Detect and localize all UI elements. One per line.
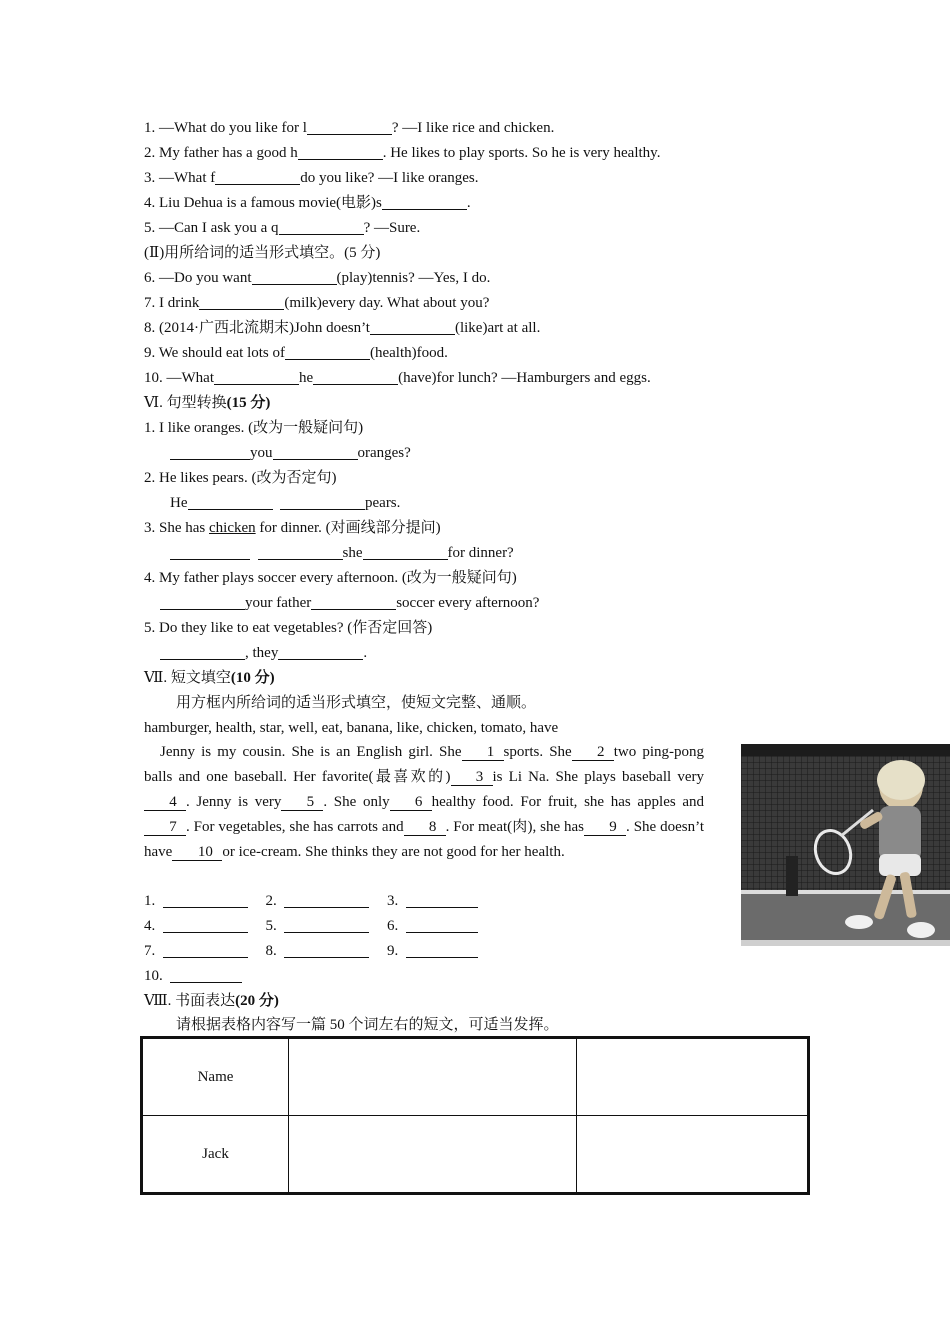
answer-blank[interactable] [313,368,398,385]
vocab-5 [144,216,420,241]
form-text: he [298,370,314,386]
trans-answer-5 [160,641,367,666]
answer-text: she [342,545,363,561]
section-7-instruction: 用方框内所给词的适当形式填空，使短文完整、通顺。 [176,695,537,711]
trans-answer-4 [160,591,539,616]
answer-blank[interactable] [215,168,300,185]
answer-blank[interactable] [163,941,248,958]
answer-label: 10. [144,968,163,984]
form-text: 8. (2014·广西北流期末)John doesn’t [144,320,370,336]
vocab-text: 4. Liu Dehua is a famous movie(电影)s [144,195,382,211]
answer-blank[interactable] [252,268,337,285]
underlined-word: chicken [209,520,256,536]
form-text: (have)for lunch? —Hamburgers and eggs. [398,370,651,386]
passage-text: sports. She [503,744,572,760]
section-title: 书面表达 [175,993,236,1009]
passage-text: two ping-pong balls and one baseball. Her favorite(最喜欢的) [144,744,704,785]
section-7-heading [144,666,275,691]
form-text: (milk)every day. What about you? [284,295,490,311]
passage-blank[interactable]: 8 [404,820,446,836]
table-cell-name: Name [142,1038,289,1116]
answer-label: 1. [144,893,156,909]
passage-text: healthy food. For fruit, she has apples and [431,794,705,810]
answer-blank[interactable] [284,916,369,933]
answer-blank[interactable] [273,443,358,460]
passage-blank[interactable]: 7 [144,820,186,836]
trans-question-3 [144,516,441,541]
answer-label: 2. [265,893,277,909]
section-8-instruction: 请根据表格内容写一篇 50 个词左右的短文，可适当发挥。 [176,1017,559,1033]
passage-blank[interactable]: 2 [572,745,614,761]
answer-blank[interactable] [311,593,396,610]
answer-blank[interactable] [382,193,467,210]
passage-text: is Li Na. She plays baseball very [492,769,704,785]
section-title: 短文填空 [170,670,231,686]
section-score: (10 [230,670,251,686]
vocab-text: . He likes to play sports. So he is very healthy. [382,145,661,161]
passage-blank[interactable]: 9 [584,820,626,836]
answer-label: 9. [387,943,399,959]
answer-label: 8. [265,943,277,959]
answer-blank[interactable] [199,293,284,310]
trans-question-5: 5. Do they like to eat vegetables? (作否定回答) [144,620,433,636]
answer-row-3 [144,939,478,964]
section-number: Ⅵ. [144,395,163,411]
section-unit: 分) [254,670,275,686]
vocab-text: ? —Sure. [363,220,421,236]
answer-blank[interactable] [298,143,383,160]
form-text: 7. I drink [144,295,200,311]
passage-blank[interactable]: 4 [144,795,186,811]
passage-text: or ice-cream. She thinks they are not good for her health. [222,844,565,860]
answer-label: 3. [387,893,399,909]
answer-text: , they [245,645,279,661]
table-row [142,1116,809,1194]
answer-blank[interactable] [406,916,478,933]
passage-blank[interactable]: 5 [281,795,323,811]
trans-question-2: 2. He likes pears. (改为否定句) [144,470,337,486]
passage-blank[interactable]: 10 [172,845,222,861]
passage-text: . She doesn’t have [144,819,704,860]
form-6 [144,266,490,291]
passage-text: Jenny is my cousin. She is an English girl. She [160,744,462,760]
passage-blank[interactable]: 1 [462,745,504,761]
answer-text: you [250,445,273,461]
answer-blank[interactable] [284,891,369,908]
answer-label: 6. [387,918,399,934]
trans-answer-2 [170,491,400,516]
form-7 [144,291,489,316]
vocab-text: 2. My father has a good h [144,145,298,161]
passage-text: . For vegetables, she has carrots and [186,819,404,835]
section-number: Ⅷ. [144,993,172,1009]
form-10 [144,366,651,391]
table-cell[interactable] [577,1038,809,1116]
table-cell[interactable] [577,1116,809,1194]
vocab-4 [144,191,471,216]
section-title: 句型转换 [166,395,227,411]
vocab-text: 3. —What f [144,170,216,186]
word-bank: hamburger, health, star, well, eat, banana, like, chicken, tomato, have [144,720,559,736]
answer-row-2 [144,914,478,939]
trans-answer-3 [170,541,514,566]
answer-text: . [363,645,368,661]
section-8-heading [144,989,279,1014]
answer-label: 5. [265,918,277,934]
answer-text: soccer every afternoon? [396,595,540,611]
trans-question-1: 1. I like oranges. (改为一般疑问句) [144,420,364,436]
form-text: 9. We should eat lots of [144,345,285,361]
answer-blank[interactable] [214,368,299,385]
answer-text: He [170,495,188,511]
answer-blank[interactable] [279,218,364,235]
tennis-illustration [741,744,950,946]
answer-blank[interactable] [363,543,448,560]
answer-blank[interactable] [160,643,245,660]
vocab-text: ? —I like rice and chicken. [391,120,555,136]
section-6-heading [144,391,270,416]
answer-blank[interactable] [280,493,365,510]
answer-blank[interactable] [406,941,478,958]
tennis-child-photo [741,744,950,946]
table-cell[interactable] [289,1116,577,1194]
trans-question-4: 4. My father plays soccer every afternoon. (改为一般疑问句) [144,570,517,586]
section-unit: 分) [250,395,271,411]
passage-text: . She only [323,794,390,810]
table-cell-jack: Jack [142,1116,289,1194]
passage [144,740,704,865]
answer-blank[interactable] [188,493,273,510]
answer-blank[interactable] [170,543,250,560]
answer-blank[interactable] [170,966,242,983]
vocab-text: 1. —What do you like for l [144,120,307,136]
passage-blank[interactable]: 3 [451,770,493,786]
table-row [142,1038,809,1116]
answer-blank[interactable] [285,343,370,360]
passage-text: . Jenny is very [186,794,282,810]
answer-blank[interactable] [284,941,369,958]
section-score: (15 [226,395,247,411]
answer-blank[interactable] [163,916,248,933]
answer-blank[interactable] [370,318,455,335]
answer-blank[interactable] [406,891,478,908]
answer-text: oranges? [357,445,411,461]
form-text: 6. —Do you want [144,270,252,286]
question-text: for dinner. (对画线部分提问) [255,520,441,536]
question-text: 3. She has [144,520,209,536]
passage-blank[interactable]: 6 [390,795,432,811]
answer-row-4 [144,964,242,989]
answer-blank[interactable] [160,593,245,610]
answer-text: pears. [365,495,401,511]
vocab-text: do you like? —I like oranges. [300,170,479,186]
form-9 [144,341,448,366]
answer-text: your father [245,595,312,611]
answer-blank[interactable] [278,643,363,660]
section-number: Ⅶ. [144,670,168,686]
answer-label: 4. [144,918,156,934]
answer-blank[interactable] [258,543,343,560]
form-8 [144,316,540,341]
passage-text: . For meat(肉), she has [445,819,585,835]
answer-blank[interactable] [170,443,250,460]
answer-text: for dinner? [447,545,514,561]
answer-blank[interactable] [163,891,248,908]
answer-blank[interactable] [307,118,392,135]
answer-row-1 [144,889,478,914]
vocab-3 [144,166,479,191]
answer-label: 7. [144,943,156,959]
form-text: (play)tennis? —Yes, I do. [336,270,491,286]
vocab-2 [144,141,660,166]
form-text: (health)food. [370,345,448,361]
writing-table [140,1036,810,1195]
part2-title: (Ⅱ)用所给词的适当形式填空。(5 分) [144,245,381,261]
form-text: (like)art at all. [454,320,541,336]
vocab-text: . [466,195,471,211]
section-score: (20 [235,993,256,1009]
section-unit: 分) [258,993,279,1009]
form-text: 10. —What [144,370,214,386]
table-cell[interactable] [289,1038,577,1116]
vocab-1 [144,116,554,141]
vocab-text: 5. —Can I ask you a q [144,220,279,236]
trans-answer-1 [170,441,411,466]
